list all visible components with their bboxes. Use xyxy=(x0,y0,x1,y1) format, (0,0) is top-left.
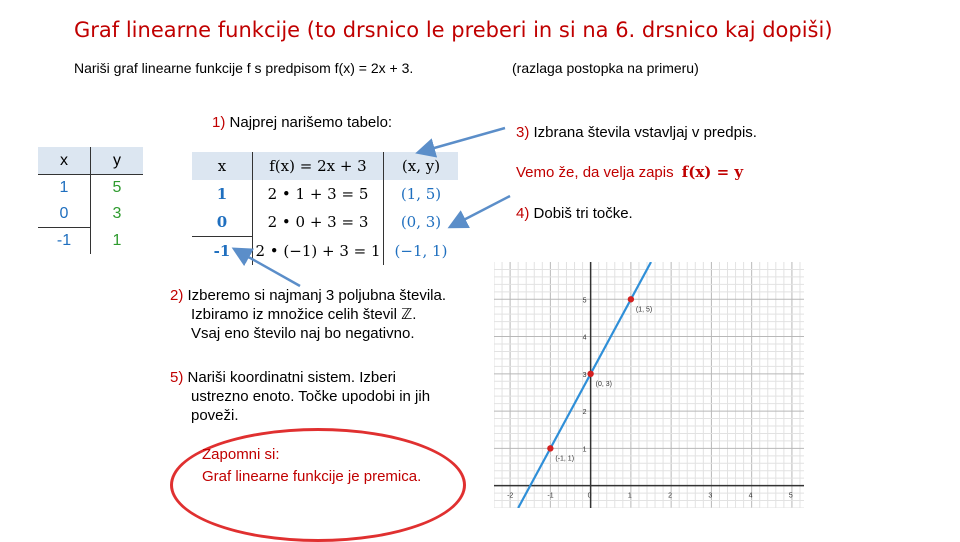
small-table-cell: 5 xyxy=(112,179,122,196)
arrow-step3 xyxy=(420,128,505,152)
y-tick-label: 4 xyxy=(582,334,587,342)
step-1-number: 1) xyxy=(212,114,226,131)
step-4-number: 4) xyxy=(516,205,530,222)
x-tick-label: 2 xyxy=(668,492,673,500)
main-table-calc: 2 • 0 + 3 = 3 xyxy=(253,208,384,237)
data-point xyxy=(587,371,593,377)
step-3-text: Izbrana števila vstavljaj v predpis. xyxy=(533,124,757,141)
step-5-line-1: Nariši koordinatni sistem. Izberi xyxy=(187,369,396,386)
small-table-cell: 3 xyxy=(112,205,122,223)
data-point xyxy=(547,445,553,451)
y-tick-label: 2 xyxy=(582,409,587,417)
y-tick-label: 5 xyxy=(582,297,587,305)
point-label: (0, 3) xyxy=(595,380,612,388)
step-5-number: 5) xyxy=(170,369,184,386)
x-tick-label: -2 xyxy=(507,492,514,500)
task-statement: Nariši graf linearne funkcije f s predpisom f(x) = 2x + 3. xyxy=(74,60,414,76)
main-table-calc: 2 • (−1) + 3 = 1 xyxy=(253,237,384,266)
step-4 xyxy=(516,204,633,223)
step-3 xyxy=(516,123,757,142)
small-table-header-y: y xyxy=(91,147,144,175)
step-3-number: 3) xyxy=(516,124,530,141)
remember-text: Graf linearne funkcije je premica. xyxy=(202,468,422,485)
main-table-pair: (−1, 1) xyxy=(394,241,448,260)
main-table-x: 0 xyxy=(192,208,253,237)
small-table-cell: 1 xyxy=(38,175,91,202)
x-tick-label: 1 xyxy=(627,492,632,500)
point-label: (-1, 1) xyxy=(555,455,575,463)
arrow-step2 xyxy=(236,250,300,286)
main-table-calc: 2 • 1 + 3 = 5 xyxy=(253,180,384,208)
step-5 xyxy=(170,368,430,425)
step-4-text: Dobiš tri točke. xyxy=(533,205,633,222)
y-tick-label: 1 xyxy=(582,446,587,454)
slide-title: Graf linearne funkcije (to drsnico le preberi in si na 6. drsnico kaj dopiši) xyxy=(74,18,833,42)
main-table-header-pair: (x, y) xyxy=(384,152,459,180)
main-table-header-fx: f(x) = 2x + 3 xyxy=(253,152,384,180)
step-5-line-3: poveži. xyxy=(191,407,239,424)
data-point xyxy=(628,296,634,302)
x-tick-label: 3 xyxy=(708,492,713,500)
point-label: (1, 5) xyxy=(635,306,653,314)
main-table-header-x: x xyxy=(192,152,253,180)
step-2-line-1: Izberemo si najmanj 3 poljubna števila. xyxy=(187,287,446,304)
x-tick-label: 4 xyxy=(748,492,753,500)
step-2-number: 2) xyxy=(170,287,184,304)
small-table-header-x: x xyxy=(38,147,91,175)
main-table-pair: (0, 3) xyxy=(400,213,442,232)
small-table-cell: 1 xyxy=(112,231,122,249)
x-tick-label: 0 xyxy=(587,492,592,500)
step-2-line-3: Vsaj eno število naj bo negativno. xyxy=(191,325,415,342)
arrow-step4 xyxy=(452,196,510,226)
small-table-cell: 0 xyxy=(38,201,91,228)
step-2 xyxy=(170,286,446,343)
function-graph xyxy=(494,262,804,508)
step-3b-text: Vemo že, da velja zapis xyxy=(516,164,674,181)
task-note: (razlaga postopka na primeru) xyxy=(512,60,699,76)
main-table-pair: (1, 5) xyxy=(400,185,442,203)
y-tick-label: 3 xyxy=(582,371,587,379)
step-5-line-2: ustrezno enoto. Točke upodobi in jih xyxy=(191,388,431,405)
remember-heading: Zapomni si: xyxy=(202,446,280,463)
step-3b xyxy=(516,163,743,182)
x-tick-label: -1 xyxy=(547,492,554,500)
main-table-x: 1 xyxy=(192,180,253,208)
main-table-x: -1 xyxy=(192,237,253,266)
step-2-line-2: Izbiramo iz množice celih števil ℤ. xyxy=(191,306,417,323)
small-table-cell: -1 xyxy=(38,228,91,255)
x-tick-label: 5 xyxy=(788,492,793,500)
step-3b-formula: f(x) = y xyxy=(681,163,744,181)
step-1-text: Najprej narišemo tabelo: xyxy=(229,114,393,131)
